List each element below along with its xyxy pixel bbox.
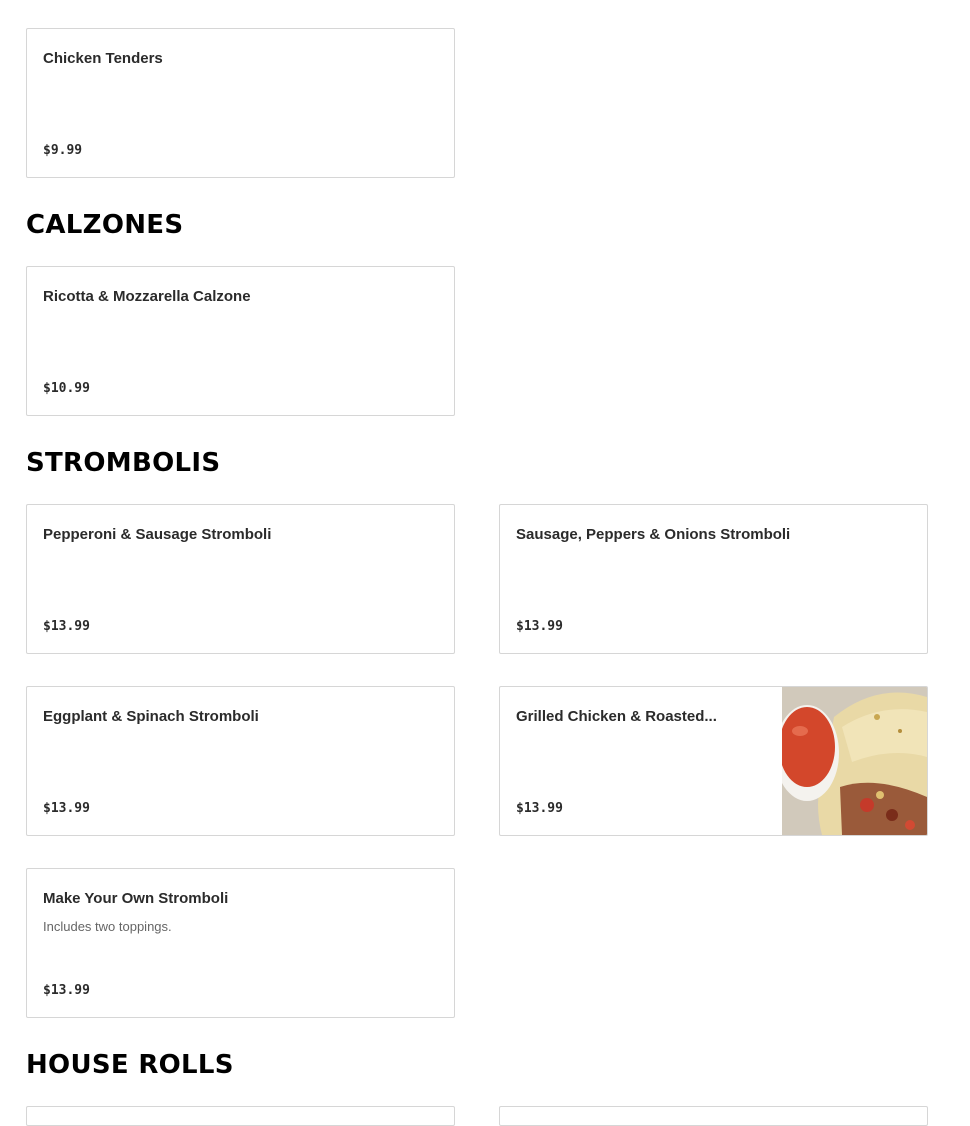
section-title-strombolis: STROMBOLIS xyxy=(26,448,221,478)
menu-item-card-partial[interactable] xyxy=(499,1106,928,1126)
menu-item-price: $13.99 xyxy=(516,801,563,816)
section-title-calzones: CALZONES xyxy=(26,210,184,240)
menu-item-price: $13.99 xyxy=(43,619,90,634)
menu-item-price: $13.99 xyxy=(43,801,90,816)
menu-item-name: Grilled Chicken & Roasted... xyxy=(516,708,717,725)
section-title-house-rolls: HOUSE ROLLS xyxy=(26,1050,234,1080)
menu-item-price: $13.99 xyxy=(516,619,563,634)
menu-item-name: Chicken Tenders xyxy=(43,50,163,67)
menu-item-card-sausage-stromboli[interactable] xyxy=(499,504,928,654)
menu-item-card-chicken-tenders[interactable] xyxy=(26,28,455,178)
menu-item-card-eggplant-stromboli[interactable] xyxy=(26,686,455,836)
menu-item-name: Eggplant & Spinach Stromboli xyxy=(43,708,259,725)
menu-item-card-pepperoni-stromboli[interactable] xyxy=(26,504,455,654)
menu-item-photo xyxy=(782,687,927,835)
menu-item-card-ricotta-calzone[interactable] xyxy=(26,266,455,416)
menu-item-card-partial[interactable] xyxy=(26,1106,455,1126)
menu-item-card-grilled-chicken-stromboli[interactable] xyxy=(499,686,928,836)
menu-item-price: $10.99 xyxy=(43,381,90,396)
menu-item-name: Sausage, Peppers & Onions Stromboli xyxy=(516,526,791,543)
menu-item-name: Make Your Own Stromboli xyxy=(43,890,229,907)
menu-item-price: $13.99 xyxy=(43,983,90,998)
menu-item-price: $9.99 xyxy=(43,143,83,158)
menu-item-name: Ricotta & Mozzarella Calzone xyxy=(43,288,251,305)
menu-item-card-make-your-own-stromboli[interactable] xyxy=(26,868,455,1018)
menu-item-name: Pepperoni & Sausage Stromboli xyxy=(43,526,272,543)
menu-item-description: Includes two toppings. xyxy=(43,919,172,934)
